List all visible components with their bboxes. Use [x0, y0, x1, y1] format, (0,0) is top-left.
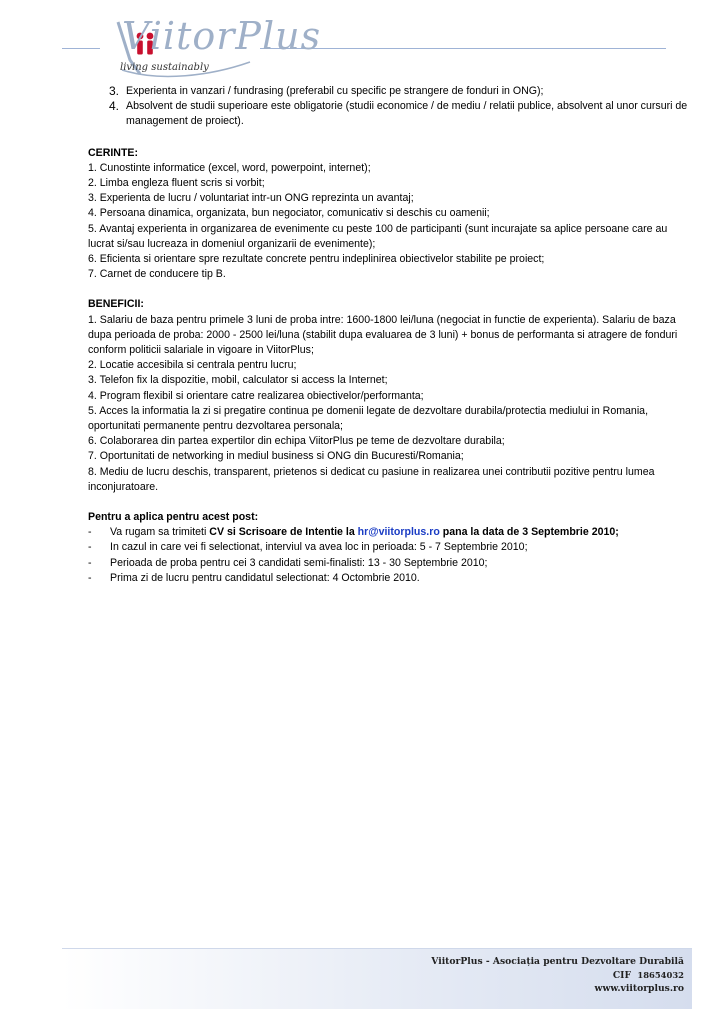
list-text: Absolvent de studii superioare este obligatorie (studii economice / de mediu / relatii publice, absolvent al unor cursuri de management de proiect). [126, 100, 688, 128]
cerinte-item: 3. Experienta de lucru / voluntariat intr-un ONG reprezinta un avantaj; [88, 192, 414, 205]
dash-bullet: - [88, 571, 92, 584]
footer-cif [431, 969, 684, 983]
footer-band [62, 948, 692, 1009]
apply-list [88, 525, 688, 586]
footer-website[interactable]: www.viitorplus.ro [594, 983, 684, 994]
apply-item [88, 556, 688, 571]
cerinte-item: 4. Persoana dinamica, organizata, bun negociator, comunicativ si deschis cu oamenii; [88, 207, 490, 220]
apply-text: Perioada de proba pentru cei 3 candidati semi-finalisti: 13 - 30 Septembrie 2010; [110, 556, 488, 569]
cerinte-item: 1. Cunostinte informatice (excel, word, powerpoint, internet); [88, 161, 371, 174]
logo [100, 12, 322, 82]
apply-item [88, 540, 688, 555]
email-link[interactable]: hr@viitorplus.ro [357, 526, 440, 539]
apply-text: Va rugam sa trimiteti [110, 526, 210, 539]
apply-deadline: pana la data de 3 Septembrie 2010; [439, 526, 619, 539]
footer-text [431, 955, 684, 996]
apply-docs: CV si Scrisoare de Intentie la [209, 526, 358, 539]
cerinte-item: 7. Carnet de conducere tip B. [88, 268, 226, 281]
footer-org: ViitorPlus - Asociația pentru Dezvoltare Durabilă [431, 956, 684, 967]
cif-value: 18654032 [637, 969, 684, 980]
beneficii-item: 3. Telefon fix la dispozitie, mobil, calculator si access la Internet; [88, 374, 388, 387]
beneficii-title: BENEFICII: [88, 298, 144, 311]
document-body [88, 84, 688, 586]
list-number: 3. [109, 84, 120, 98]
beneficii-item: 5. Acces la informatia la zi si pregatire continua pe domenii legate de dezvoltare durabila/protectia mediului in Romania, oportunitati permanente pentru dezvoltarea personala; [88, 404, 649, 433]
apply-text: Prima zi de lucru pentru candidatul selectionat: 4 Octombrie 2010. [110, 571, 420, 584]
beneficii-item: 7. Oportunitati de networking in mediul business si ONG din Bucuresti/Romania; [88, 450, 464, 463]
cerinte-title: CERINTE: [88, 146, 139, 159]
beneficii-item: 2. Locatie accesibila si centrala pentru lucru; [88, 359, 297, 372]
dash-bullet: - [88, 556, 92, 569]
beneficii-item: 4. Program flexibil si orientare catre realizarea obiectivelor/performanta; [88, 389, 424, 402]
cerinte-item: 5. Avantaj experienta in organizarea de evenimente cu peste 100 de participanti (sunt incurajate sa aplice persoane care au lucrat si/sau lucreaza in domeniul organizarii de evenimente); [88, 222, 668, 250]
apply-item [88, 525, 688, 540]
logo-tagline: living sustainably [120, 62, 209, 73]
cerinte-item: 2. Limba engleza fluent scris si vorbit; [88, 177, 265, 190]
apply-text: In cazul in care vei fi selectionat, interviul va avea loc in perioada: 5 - 7 Septembrie 2010; [110, 541, 528, 554]
beneficii-item: 8. Mediu de lucru deschis, transparent, prietenos si dedicat cu pasiune in realizarea unei contributii pozitive pentru lumea inconjuratoare. [88, 465, 655, 493]
list-number: 4. [109, 99, 120, 114]
beneficii-item: 6. Colaborarea din partea expertilor din echipa ViitorPlus pe teme de dezvoltare durabila; [88, 435, 505, 448]
dash-bullet: - [88, 541, 92, 554]
list-item [88, 84, 688, 99]
list-text: Experienta in vanzari / fundrasing (preferabil cu specific pe strangere de fonduri in ONG); [126, 85, 544, 97]
apply-title: Pentru a aplica pentru acest post: [88, 511, 259, 524]
dash-bullet: - [88, 526, 92, 539]
cerinte-item: 6. Eficienta si orientare spre rezultate concrete pentru indeplinirea obiectivelor stabilite pe proiect; [88, 253, 545, 266]
intro-list [88, 84, 688, 130]
logo-text: ViitorPlus [122, 14, 322, 58]
list-item [88, 99, 688, 129]
apply-item [88, 571, 688, 586]
cif-label: CIF [612, 969, 631, 981]
beneficii-item: 1. Salariu de baza pentru primele 3 luni de proba intre: 1600-1800 lei/luna (negociat in functie de experienta). Salariu de baza dupa perioada de proba: 2000 - 2500 lei/luna (stabilit dupa evaluarea de 3 luni) + bonus de performanta si atragere de fonduri conform politicii salariale in vigoare in ViitorPlus; [88, 313, 678, 357]
